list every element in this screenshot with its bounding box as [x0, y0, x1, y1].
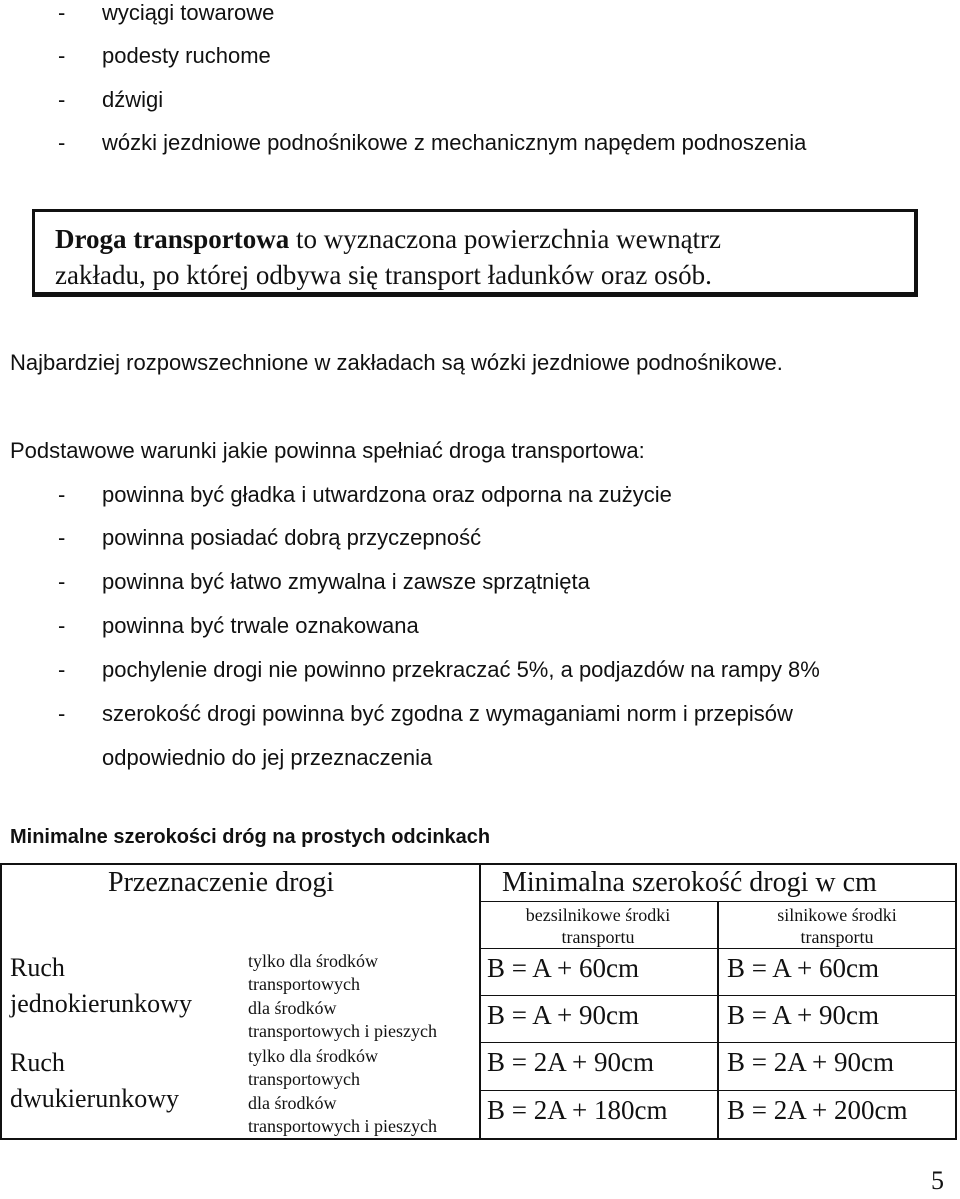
- value-powered: B = A + 60cm: [727, 953, 879, 983]
- row-description-line: tylko dla środków: [248, 1046, 378, 1066]
- list-dash: -: [58, 130, 66, 155]
- row-description: [248, 950, 378, 996]
- table-border: [0, 863, 2, 1140]
- condition-item: powinna być gładka i utwardzona oraz odporna na zużycie: [102, 482, 672, 507]
- table-divider: [479, 1090, 957, 1091]
- row-description-line: transportowych: [248, 974, 360, 994]
- list-dash: -: [58, 43, 66, 68]
- value-nonpowered: B = 2A + 90cm: [487, 1047, 654, 1077]
- row-description-line: tylko dla środków: [248, 951, 378, 971]
- definition-line-1: [55, 224, 721, 255]
- list-dash: -: [58, 0, 66, 25]
- value-powered: B = 2A + 200cm: [727, 1095, 908, 1125]
- list-dash: -: [58, 657, 66, 682]
- list-dash: -: [58, 87, 66, 112]
- group-name-twoway: [10, 1045, 179, 1117]
- group-name-line: Ruch: [10, 1048, 65, 1077]
- table-divider: [479, 995, 957, 996]
- group-name-line: Ruch: [10, 953, 65, 982]
- list-dash: -: [58, 482, 66, 507]
- row-description-line: transportowych i pieszych: [248, 1116, 437, 1136]
- definition-line-2: zakładu, po której odbywa się transport ładunków oraz osób.: [55, 260, 712, 290]
- table-divider: [479, 901, 957, 902]
- row-description-line: transportowych: [248, 1069, 360, 1089]
- subheader-text: transportu: [561, 927, 635, 947]
- group-name-line: jednokierunkowy: [10, 989, 192, 1018]
- subheader-powered: [719, 904, 955, 948]
- table-divider: [479, 948, 957, 949]
- list-dash: -: [58, 613, 66, 638]
- conditions-intro: Podstawowe warunki jakie powinna spełniać droga transportowa:: [10, 438, 645, 463]
- common-note: Najbardziej rozpowszechnione w zakładach są wózki jezdniowe podnośnikowe.: [10, 350, 783, 375]
- definition-text: to wyznaczona powierzchnia wewnątrz: [289, 224, 722, 254]
- list-item: wózki jezdniowe podnośnikowe z mechanicznym napędem podnoszenia: [102, 130, 807, 155]
- condition-item: pochylenie drogi nie powinno przekraczać 5%, a podjazdów na rampy 8%: [102, 657, 820, 682]
- condition-item: powinna posiadać dobrą przyczepność: [102, 525, 482, 550]
- header-min-width: Minimalna szerokość drogi w cm: [502, 867, 877, 898]
- row-description-line: dla środków: [248, 1093, 337, 1113]
- subheader-text: silnikowe środki: [777, 905, 897, 925]
- definition-term: Droga transportowa: [55, 224, 290, 254]
- subheader-nonpowered: [479, 904, 717, 948]
- list-item: podesty ruchome: [102, 43, 271, 68]
- list-dash: -: [58, 569, 66, 594]
- row-description: [248, 997, 437, 1043]
- value-nonpowered: B = 2A + 180cm: [487, 1095, 668, 1125]
- value-powered: B = 2A + 90cm: [727, 1047, 894, 1077]
- list-item: wyciągi towarowe: [102, 0, 275, 25]
- group-name-oneway: [10, 950, 192, 1022]
- subheader-text: transportu: [800, 927, 874, 947]
- row-description: [248, 1092, 437, 1138]
- page-number: 5: [931, 1166, 944, 1195]
- table-divider: [479, 1042, 957, 1043]
- condition-continuation: odpowiednio do jej przeznaczenia: [102, 745, 433, 770]
- table-border: [955, 863, 957, 1140]
- widths-table: [0, 863, 960, 1145]
- list-item: dźwigi: [102, 87, 164, 112]
- value-powered: B = A + 90cm: [727, 1000, 879, 1030]
- row-description: [248, 1045, 378, 1091]
- group-name-line: dwukierunkowy: [10, 1084, 179, 1113]
- row-description-line: transportowych i pieszych: [248, 1021, 437, 1041]
- header-purpose: Przeznaczenie drogi: [108, 867, 335, 898]
- table-title: Minimalne szerokości dróg na prostych odcinkach: [10, 826, 491, 848]
- condition-item: powinna być trwale oznakowana: [102, 613, 419, 638]
- condition-item: powinna być łatwo zmywalna i zawsze sprzątnięta: [102, 569, 590, 594]
- row-description-line: dla środków: [248, 998, 337, 1018]
- list-dash: -: [58, 525, 66, 550]
- condition-item: szerokość drogi powinna być zgodna z wymaganiami norm i przepisów: [102, 701, 793, 726]
- value-nonpowered: B = A + 60cm: [487, 953, 639, 983]
- list-dash: -: [58, 701, 66, 726]
- subheader-text: bezsilnikowe środki: [525, 905, 671, 925]
- definition-box: [32, 209, 918, 297]
- value-nonpowered: B = A + 90cm: [487, 1000, 639, 1030]
